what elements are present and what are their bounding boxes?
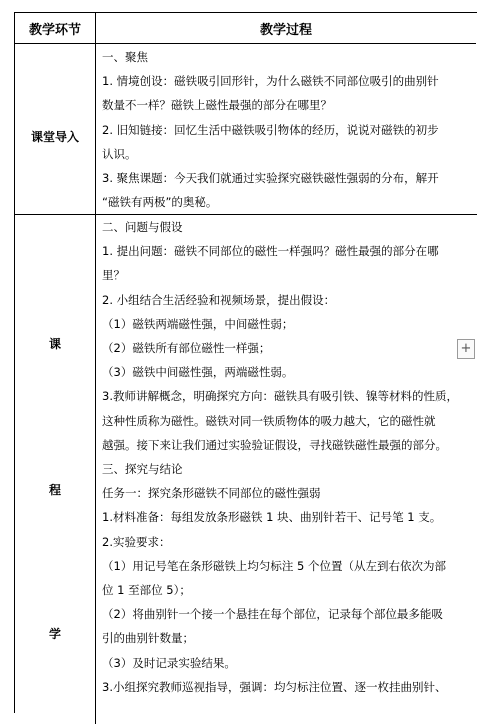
text-line: 3.小组探究教师巡视指导，强调：均匀标注位置、逐一枚挂曲别针、 [102, 679, 447, 694]
text-line: （2）磁铁所有部位磁性一样强； [102, 341, 271, 356]
text-line: 越强。接下来让我们通过实验验证假设，寻找磁铁磁性最强的部分。 [102, 437, 447, 452]
text-line: 1.材料准备：每组发放条形磁铁 1 块、曲别针若干、记号笔 1 支。 [102, 510, 442, 525]
text-line: 这种性质称为磁性。磁铁对同一铁质物体的吸力越大，它的磁性就 [102, 413, 436, 428]
text-line: 一、聚焦 [102, 50, 148, 64]
text-line: 三、探究与结论 [102, 462, 183, 477]
text-line: 1. 提出问题：磁铁不同部位的磁性一样强吗？磁性最强的部分在哪 [102, 244, 439, 259]
section-process-content [102, 215, 474, 699]
text-line: 认识。 [102, 146, 137, 161]
text-line: 引的曲别针数量； [102, 631, 194, 646]
text-line: “磁铁有两极”的奥秘。 [102, 195, 218, 210]
text-line: （1）用记号笔在条形磁铁上均匀标注 5 个位置（从左到右依次为部 [102, 558, 446, 573]
text-line: （3）及时记录实验结果。 [102, 655, 236, 670]
section-label-char-2: 程 [48, 483, 61, 497]
section-label-char-1: 课 [48, 337, 61, 351]
section-label-intro: 课堂导入 [30, 130, 79, 144]
text-line: （3）磁铁中间磁性强，两端磁性弱。 [102, 365, 294, 380]
text-line: 二、问题与假设 [102, 220, 183, 234]
text-line: 2. 小组结合生活经验和视频场景，提出假设： [102, 292, 336, 307]
text-line: 2.实验要求： [102, 534, 171, 549]
text-line: 任务一：探究条形磁铁不同部位的磁性强弱 [102, 486, 321, 501]
text-line: 里？ [102, 268, 125, 283]
lesson-table [14, 12, 477, 713]
header-teaching-stage: 教学环节 [15, 13, 96, 44]
text-line: 3. 聚焦课题：今天我们就通过实验探究磁铁磁性强弱的分布，解开 [102, 171, 439, 186]
section-intro-content [102, 45, 474, 214]
column-divider [95, 44, 96, 724]
header-teaching-process: 教学过程 [96, 13, 476, 44]
text-line: （1）磁铁两端磁性强，中间磁性弱； [102, 316, 294, 331]
text-line: 数量不一样？磁铁上磁性最强的部分在哪里？ [102, 98, 332, 113]
text-line: 位 1 至部位 5）； [102, 583, 191, 598]
text-line: 1. 情境创设：磁铁吸引回形针，为什么磁铁不同部位吸引的曲别针 [102, 74, 439, 89]
section-label-char-3: 学 [48, 627, 61, 641]
text-line: 3.教师讲解概念，明确探究方向：磁铁具有吸引铁、镍等材料的性质， [102, 389, 458, 404]
text-line: 2. 旧知链接：回忆生活中磁铁吸引物体的经历，说说对磁铁的初步 [102, 122, 439, 137]
add-row-button[interactable]: + [457, 339, 475, 359]
text-line: （2）将曲别针一个接一个悬挂在每个部位，记录每个部位最多能吸 [102, 607, 443, 622]
